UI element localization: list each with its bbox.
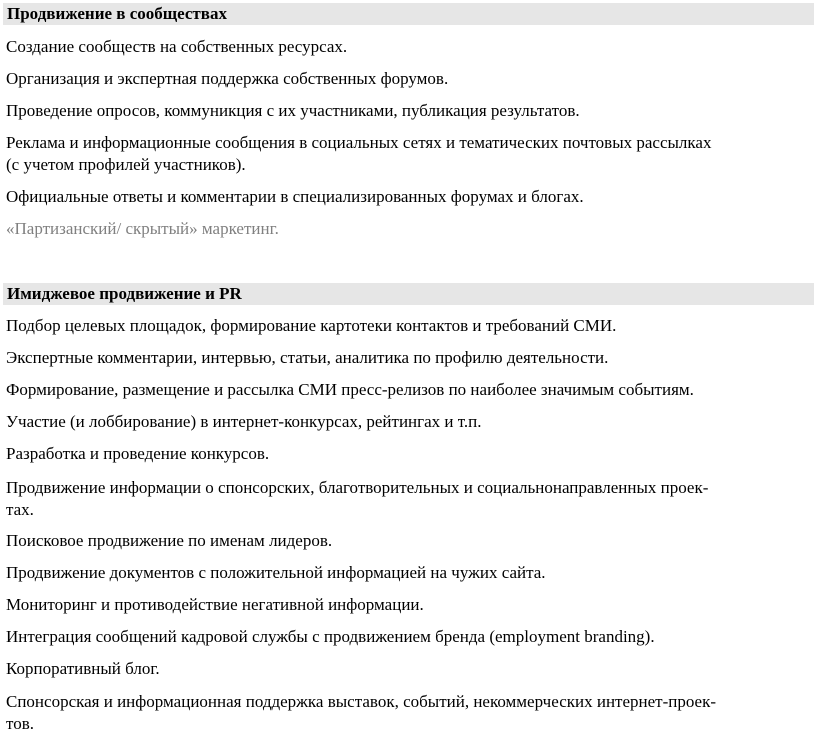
- list-item-line: Реклама и информационные сообщения в социальных сетях и тематических почтовых рассылках: [6, 133, 712, 152]
- section-header-community: Продвижение в сообществах: [3, 3, 814, 25]
- section-header-pr: Имиджевое продвижение и PR: [3, 283, 814, 305]
- list-item-line: Спонсорская и информационная поддержка выставок, событий, некоммерческих интернет-проек-: [6, 692, 717, 711]
- list-item: Участие (и лоббирование) в интернет-конкурсах, рейтингах и т.п.: [6, 412, 482, 431]
- list-item: [6, 691, 812, 735]
- list-item-muted: «Партизанский/ скрытый» маркетинг.: [6, 219, 279, 238]
- list-item: Интеграция сообщений кадровой службы с продвижением бренда (employment branding).: [6, 627, 655, 646]
- list-item: [6, 477, 812, 521]
- list-item-line: тах.: [6, 500, 34, 519]
- list-item: Формирование, размещение и рассылка СМИ пресс-релизов по наиболее значимым событиям.: [6, 380, 694, 399]
- list-item: [6, 132, 812, 176]
- list-item: Разработка и проведение конкурсов.: [6, 444, 270, 463]
- list-item: Проведение опросов, коммуникция с их участниками, публикация результатов.: [6, 101, 580, 120]
- list-item-line: тов.: [6, 714, 34, 733]
- list-item: Организация и экспертная поддержка собственных форумов.: [6, 69, 449, 88]
- list-item-line: Продвижение информации о спонсорских, благотворительных и социальнонаправленных проек-: [6, 478, 709, 497]
- list-item: Создание сообществ на собственных ресурсах.: [6, 37, 348, 56]
- list-item: Экспертные комментарии, интервью, статьи, аналитика по профилю деятельности.: [6, 348, 609, 367]
- list-item: Официальные ответы и комментарии в специализированных форумах и блогах.: [6, 187, 584, 206]
- list-item: Мониторинг и противодействие негативной информации.: [6, 595, 424, 614]
- list-item: Поисковое продвижение по именам лидеров.: [6, 531, 333, 550]
- list-item: Продвижение документов с положительной информацией на чужих сайта.: [6, 563, 546, 582]
- list-item: Корпоративный блог.: [6, 659, 160, 678]
- list-item: Подбор целевых площадок, формирование картотеки контактов и требований СМИ.: [6, 316, 617, 335]
- list-item-line: (с учетом профилей участников).: [6, 155, 246, 174]
